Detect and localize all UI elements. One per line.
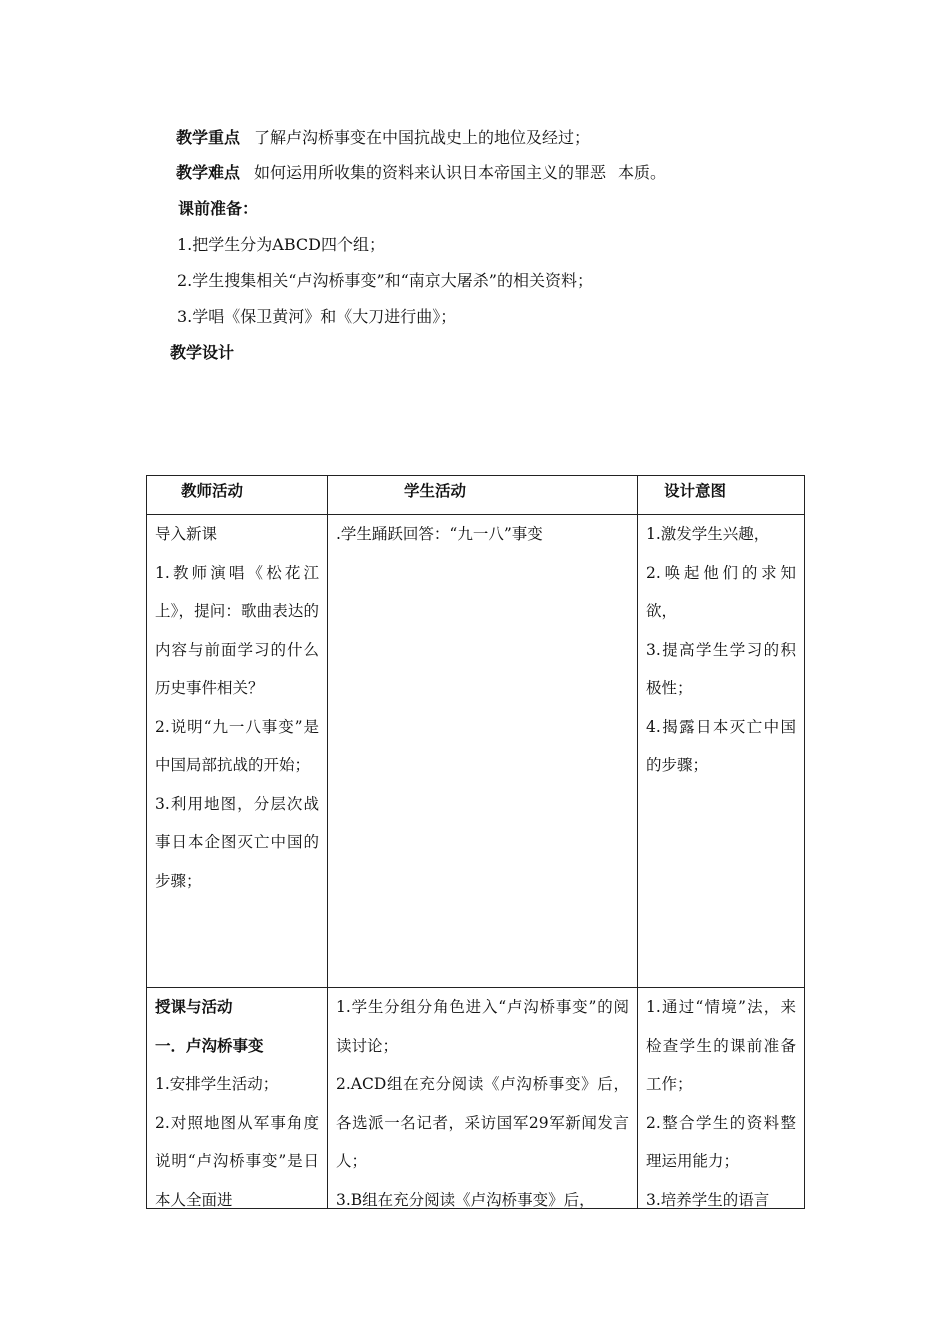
prep-item: 3.学唱《保卫黄河》和《大刀进行曲》； xyxy=(177,307,457,326)
teaching-design-table xyxy=(146,475,805,1209)
header-intent: 设计意图 xyxy=(664,482,727,500)
row2-teacher-cell xyxy=(147,988,328,1209)
teacher-subsection-title: 一．卢沟桥事变 xyxy=(155,1036,264,1055)
teacher-step: 2.说明“九一八事变”是中国局部抗战的开始； xyxy=(155,717,319,774)
difficulty-label: 教学难点 xyxy=(176,163,241,182)
teacher-section-title: 授课与活动 xyxy=(155,998,233,1016)
design-title: 教学设计 xyxy=(170,343,235,362)
intent-step: 1.通过“情境”法，来检查学生的课前准备工作； xyxy=(646,998,796,1093)
focus-line xyxy=(176,128,590,148)
student-step: .学生踊跃回答：“九一八”事变 xyxy=(336,525,543,543)
row1-intent-cell xyxy=(638,515,805,988)
header-teacher-cell xyxy=(147,476,328,515)
focus-text: 了解卢沟桥事变在中国抗战史上的地位及经过； xyxy=(254,128,591,147)
header-intent-cell xyxy=(638,476,805,515)
prep-item: 1.把学生分为ABCD四个组； xyxy=(177,235,385,254)
header-student-cell xyxy=(328,476,638,515)
intent-step: 2.整合学生的资料整理运用能力； xyxy=(646,1113,796,1170)
teacher-step: 1.安排学生活动； xyxy=(155,1075,279,1093)
intent-step: 2.唤起他们的求知欲， xyxy=(646,563,796,620)
table-row xyxy=(147,988,805,1209)
header-teacher: 教师活动 xyxy=(181,482,244,500)
difficulty-text-b: 本质。 xyxy=(618,163,667,182)
row1-teacher-cell xyxy=(147,515,328,988)
teacher-step: 1.教师演唱《松花江上》，提问：歌曲表达的内容与前面学习的什么历史事件相关？ xyxy=(155,563,319,697)
row1-student-cell xyxy=(328,515,638,988)
row2-student-cell xyxy=(328,988,638,1209)
focus-label: 教学重点 xyxy=(176,128,241,147)
prep-item: 2.学生搜集相关“卢沟桥事变”和“南京大屠杀”的相关资料； xyxy=(177,271,593,290)
teacher-step: 2.对照地图从军事角度说明“卢沟桥事变”是日本人全面进 xyxy=(155,1113,319,1208)
intent-step: 4.揭露日本灭亡中国的步骤； xyxy=(646,717,796,774)
row2-intent-cell xyxy=(638,988,805,1209)
intent-step: 1.激发学生兴趣， xyxy=(646,525,770,543)
student-step: 3.B组在充分阅读《卢沟桥事变》后， xyxy=(336,1190,595,1208)
intent-step: 3.培养学生的语言 xyxy=(646,1190,770,1208)
header-student: 学生活动 xyxy=(404,482,467,500)
student-step: 1.学生分组分角色进入“卢沟桥事变”的阅读讨论； xyxy=(336,998,629,1055)
table-row xyxy=(147,515,805,988)
intent-step: 3.提高学生学习的积极性； xyxy=(646,640,796,697)
table-header-row xyxy=(147,476,805,515)
teacher-intro-title: 导入新课 xyxy=(155,525,218,543)
teacher-step: 3.利用地图，分层次战事日本企图灭亡中国的步骤； xyxy=(155,794,319,890)
prep-title: 课前准备： xyxy=(178,199,259,218)
difficulty-text-a: 如何运用所收集的资料来认识日本帝国主义的罪恶 xyxy=(254,163,607,182)
difficulty-line xyxy=(176,163,666,183)
student-step: 2.ACD组在充分阅读《卢沟桥事变》后，各选派一名记者，采访国军29军新闻发言人； xyxy=(336,1075,629,1170)
